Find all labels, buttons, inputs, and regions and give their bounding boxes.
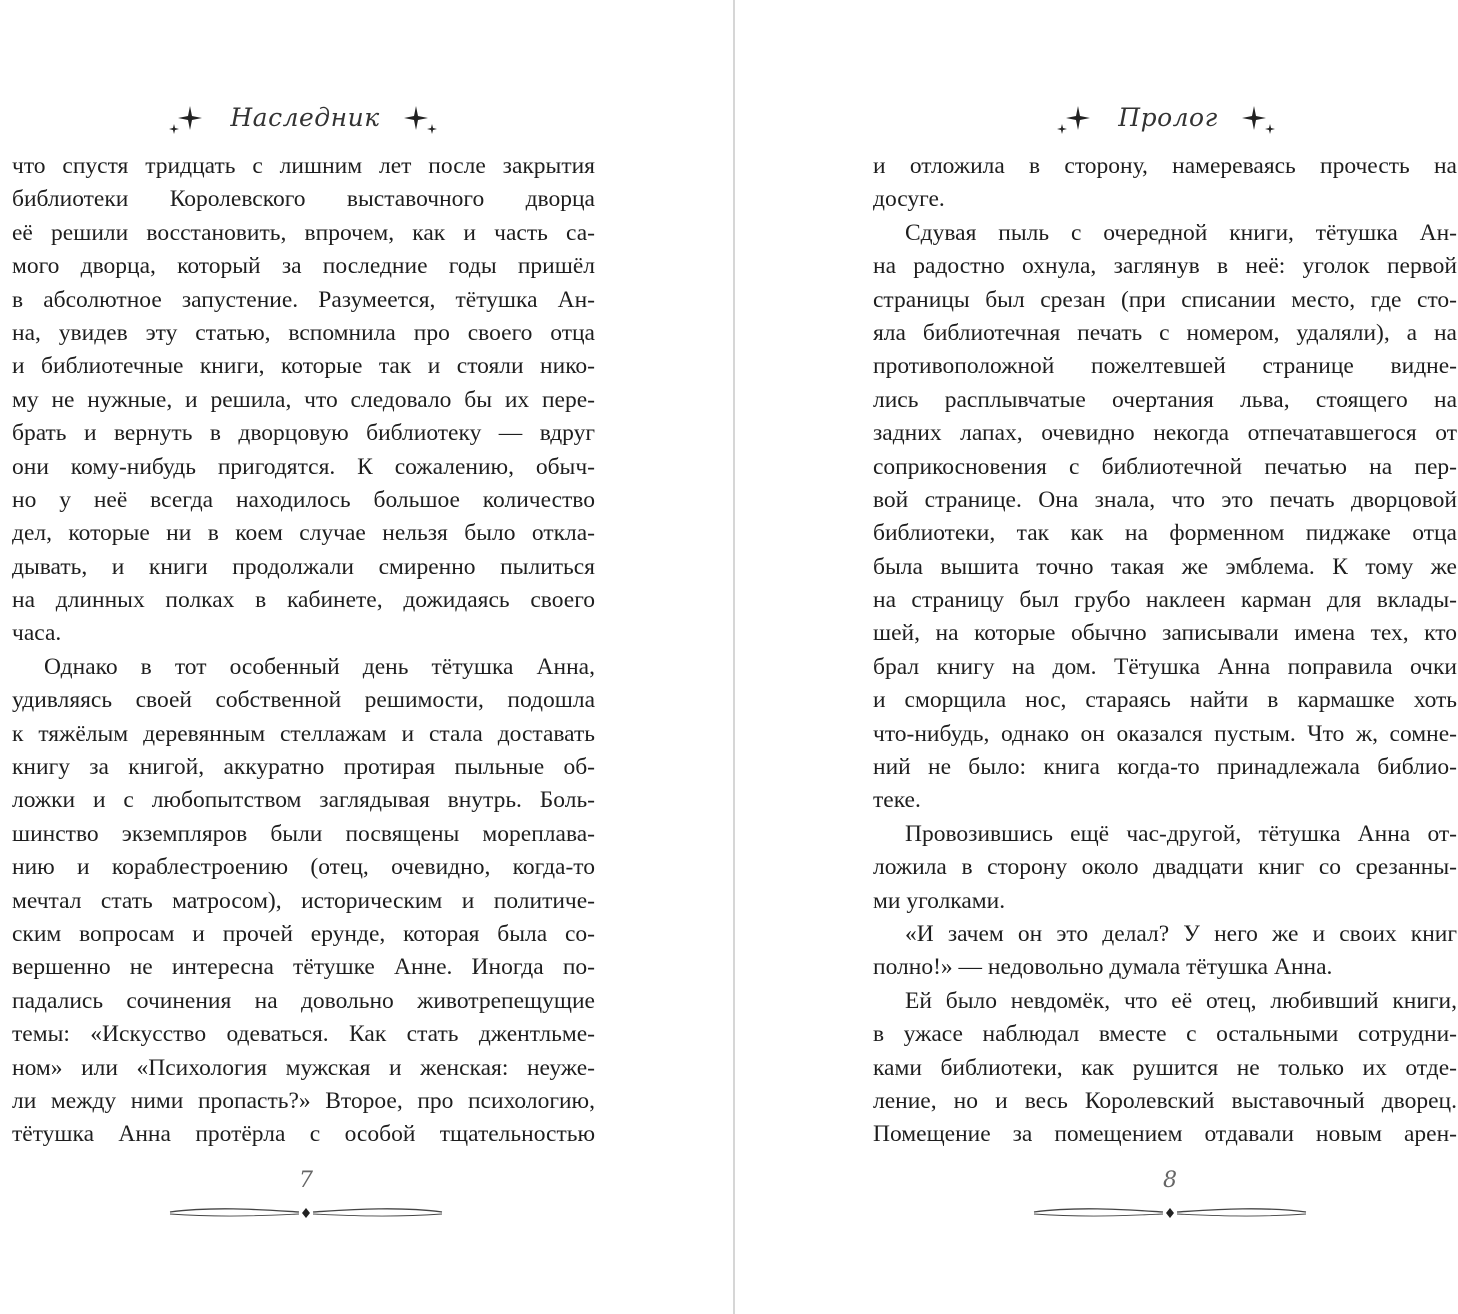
text-line: брать и вернуть в дворцовую библиотеку — вдруг	[12, 420, 595, 447]
text-line: досуге.	[873, 186, 945, 213]
text-line: но у неё всегда находилось большое количество	[12, 486, 595, 513]
text-line: была вышита точно такая же эмблема. К тому же	[873, 553, 1457, 580]
left-body-text	[12, 150, 595, 1152]
text-line: му не нужные, и решила, что следовало бы их пере-	[12, 386, 595, 413]
text-line: удивляясь своей собственной решимости, подошла	[12, 687, 595, 714]
book-spine-gutter	[733, 0, 735, 1314]
text-line: теке.	[873, 787, 921, 814]
text-line: мечтал стать матросом), историческим и политиче-	[12, 887, 595, 914]
text-line: на страницу был грубо наклеен карман для вклады-	[873, 587, 1457, 614]
running-title: Наследник	[230, 102, 380, 132]
left-running-header	[160, 92, 450, 142]
text-line: брал книгу на дом. Тётушка Анна поправила очки	[873, 653, 1457, 680]
right-footer	[1030, 1168, 1310, 1224]
text-line: ли между ними пропасть?» Второе, про психологию,	[12, 1087, 595, 1114]
text-line: полно!» — недовольно думала тётушка Анна.	[873, 954, 1333, 981]
page-number: 7	[299, 1168, 313, 1193]
text-line: что-нибудь, однако он оказался пустым. Что ж, сомне-	[873, 720, 1457, 747]
text-line: шинство экземпляров были посвящены мореплава-	[12, 820, 595, 847]
text-line: лись расплывчатые очертания льва, стоящего на	[873, 386, 1457, 413]
text-line: соприкосновения с библиотечной печатью на пер-	[873, 453, 1457, 480]
text-line: Ей было невдомёк, что её отец, любивший книги,	[905, 987, 1457, 1014]
text-line: мого дворца, который за последние годы пришёл	[12, 253, 595, 280]
text-line: и отложила в сторону, намереваясь прочесть на	[873, 153, 1457, 179]
text-line: в абсолютное запустение. Разумеется, тётушка Ан-	[12, 286, 595, 313]
text-line: Помещение за помещением отдавали новым арен-	[873, 1121, 1457, 1148]
page-number: 8	[1163, 1168, 1177, 1193]
left-footer	[166, 1168, 446, 1224]
text-line: ложила в сторону около двадцати книг со срезанны-	[873, 854, 1457, 881]
text-line: ний не было: книга когда-то принадлежала библио-	[873, 754, 1457, 781]
text-line: страницы был срезан (при списании место, где сто-	[873, 286, 1457, 313]
text-line: на, увидев эту статью, вспомнила про своего отца	[12, 319, 595, 346]
text-line: Однако в тот особенный день тётушка Анна,	[44, 653, 595, 680]
text-line: к тяжёлым деревянным стеллажам и стала доставать	[12, 720, 595, 747]
text-line: и сморщила нос, стараясь найти в кармашке хоть	[873, 687, 1457, 714]
text-line: Провозившись ещё час-другой, тётушка Анна от-	[905, 820, 1457, 847]
text-line: они кому-нибудь пригодятся. К сожалению, обыч-	[12, 453, 595, 480]
text-line: что спустя тридцать с лишним лет после закрытия	[12, 153, 595, 179]
text-line: нию и кораблестроению (отец, очевидно, когда-то	[12, 854, 595, 881]
text-line: на радостно охнула, заглянув в неё: уголок первой	[873, 253, 1457, 280]
sparkle-ornament-left	[160, 97, 208, 137]
text-line: ление, но и весь Королевский выставочный дворец.	[873, 1087, 1457, 1114]
text-line: её решили восстановить, впрочем, как и часть са-	[12, 219, 595, 246]
text-line: в ужасе наблюдал вместе с остальными сотрудни-	[873, 1021, 1457, 1048]
sparkle-ornament-right	[402, 97, 450, 137]
flourish-ornament-icon	[1030, 1200, 1310, 1224]
text-line: библиотеки, так как на форменном пиджаке отца	[873, 520, 1457, 547]
right-page	[736, 0, 1458, 1314]
text-line: на длинных полках в кабинете, дожидаясь своего	[12, 587, 595, 614]
text-line: вершенно не интересна тётушке Анне. Иногда по-	[12, 954, 595, 981]
text-line: ложки и с любопытством заглядывая внутрь. Боль-	[12, 787, 595, 814]
right-body-text	[873, 150, 1457, 1152]
text-line: вой странице. Она знала, что это печать дворцовой	[873, 486, 1457, 513]
text-line: книгу за книгой, аккуратно протирая пыльные об-	[12, 754, 595, 781]
text-line: шей, на которые обычно записывали имена тех, кто	[873, 620, 1457, 647]
text-line: яла библиотечная печать с номером, удаляли), а на	[873, 319, 1457, 346]
sparkle-ornament-right	[1240, 97, 1288, 137]
flourish-ornament-icon	[166, 1200, 446, 1224]
text-line: часа.	[12, 620, 62, 647]
text-line: ми уголками.	[873, 887, 1006, 914]
text-line: дывать, и книги продолжали смиренно пылиться	[12, 553, 595, 580]
text-line: ками библиотеки, как рушится не только их отде-	[873, 1054, 1457, 1081]
text-line: «И зачем он это делал? У него же и своих книг	[905, 920, 1457, 947]
text-line: Сдувая пыль с очередной книги, тётушка Ан-	[905, 219, 1457, 246]
text-line: ном» или «Психология мужская и женская: неуже-	[12, 1054, 595, 1081]
text-line: противоположной пожелтевшей странице видне-	[873, 353, 1457, 380]
right-running-header	[1018, 92, 1318, 142]
running-title: Пролог	[1118, 102, 1218, 132]
text-line: и библиотечные книги, которые так и стояли нико-	[12, 353, 595, 380]
text-line: дел, которые ни в коем случае нельзя было откла-	[12, 520, 595, 547]
sparkle-ornament-left	[1048, 97, 1096, 137]
text-line: темы: «Искусство одеваться. Как стать джентльме-	[12, 1021, 595, 1048]
text-line: падались сочинения на довольно животрепещущие	[12, 987, 595, 1014]
text-line: тётушка Анна протёрла с особой тщательностью	[12, 1121, 595, 1148]
text-line: задних лапах, очевидно некогда отпечатавшегося от	[873, 420, 1457, 447]
text-line: ским вопросам и прочей ерунде, которая была со-	[12, 920, 595, 947]
text-line: библиотеки Королевского выставочного дворца	[12, 186, 595, 213]
